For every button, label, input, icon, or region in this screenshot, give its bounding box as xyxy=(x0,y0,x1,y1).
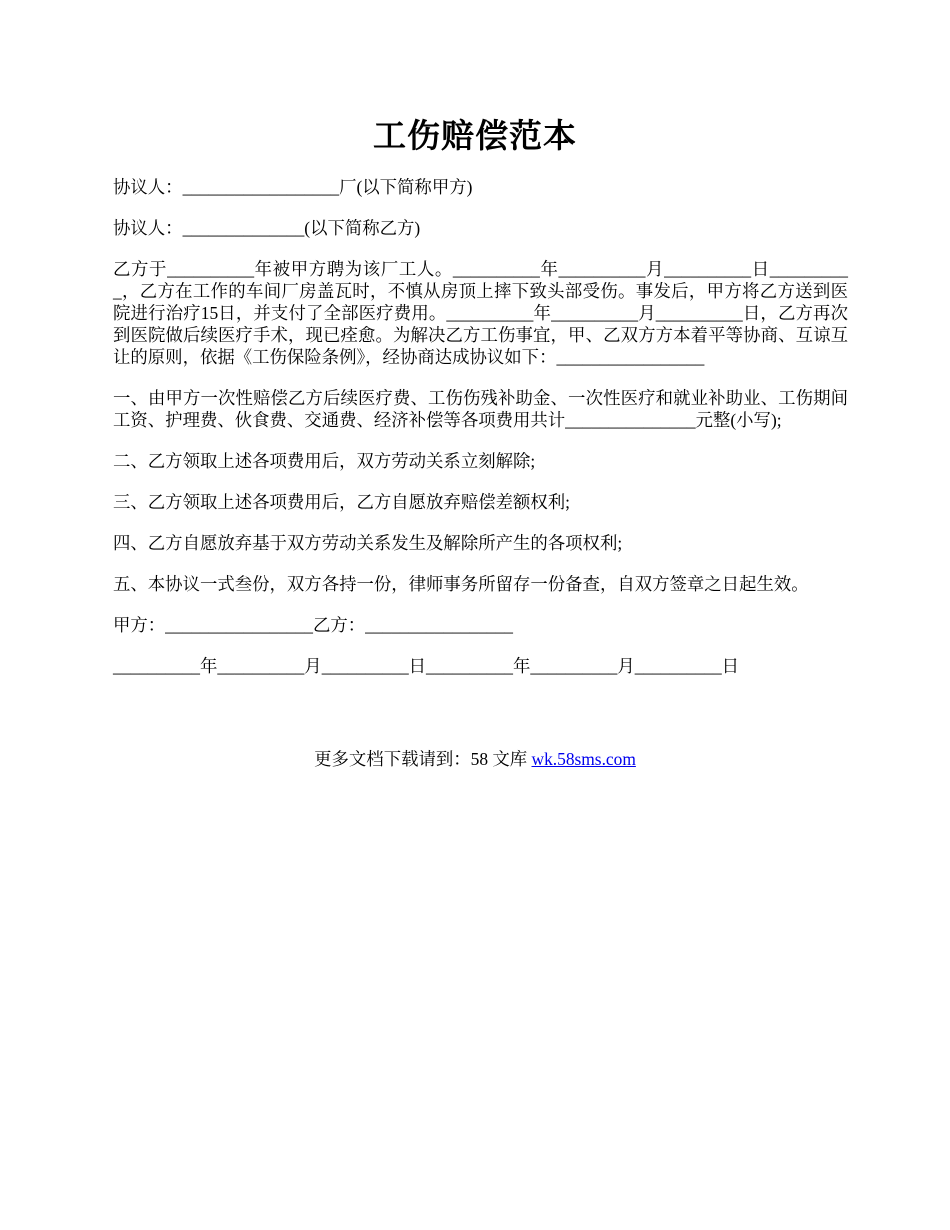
download-footer xyxy=(0,747,950,771)
clause-2: 二、乙方领取上述各项费用后，双方劳动关系立刻解除; xyxy=(113,451,536,471)
signature-line: 甲方：_________________乙方：_________________ xyxy=(113,615,513,635)
party-b-line: 协议人：______________(以下简称乙方) xyxy=(113,218,421,238)
document-title: 工伤赔偿范本 xyxy=(373,119,577,155)
clause-1: 一、由甲方一次性赔偿乙方后续医疗费、工伤伤残补助金、一次性医疗和就业补助业、工伤期间工资、护理费、伙食费、交通费、经济补偿等各项费用共计_______________元整(小写); xyxy=(113,388,848,430)
clause-3: 三、乙方领取上述各项费用后，乙方自愿放弃赔偿差额权利; xyxy=(113,492,570,512)
document-body xyxy=(113,176,848,696)
party-a-line: 协议人：__________________厂(以下简称甲方) xyxy=(113,177,473,197)
footer-prefix: 更多文档下载请到：58 文库 xyxy=(314,749,532,769)
footer-link[interactable]: wk.58sms.com xyxy=(531,749,636,769)
facts-paragraph: 乙方于__________年被甲方聘为该厂工人。__________年__________月__________日__________，乙方在工作的车间厂房盖瓦时，不慎从房顶上摔下致头部受伤。事发后，甲方将乙方送到医院进行治疗15日，并支付了全部医疗费用。__________年__________月__________日，乙方再次到医院做后续医疗手术，现已痊愈。为解决乙方工伤事宜，甲、乙双方方本着平等协商、互谅互让的原则，依据《工伤保险条例》，经协商达成协议如下：_________________ xyxy=(113,259,848,367)
clause-5: 五、本协议一式叁份，双方各持一份，律师事务所留存一份备查，自双方签章之日起生效。 xyxy=(113,574,809,594)
clause-4: 四、乙方自愿放弃基于双方劳动关系发生及解除所产生的各项权利; xyxy=(113,533,623,553)
date-line: __________年__________月__________日__________年__________月__________日 xyxy=(113,656,740,676)
